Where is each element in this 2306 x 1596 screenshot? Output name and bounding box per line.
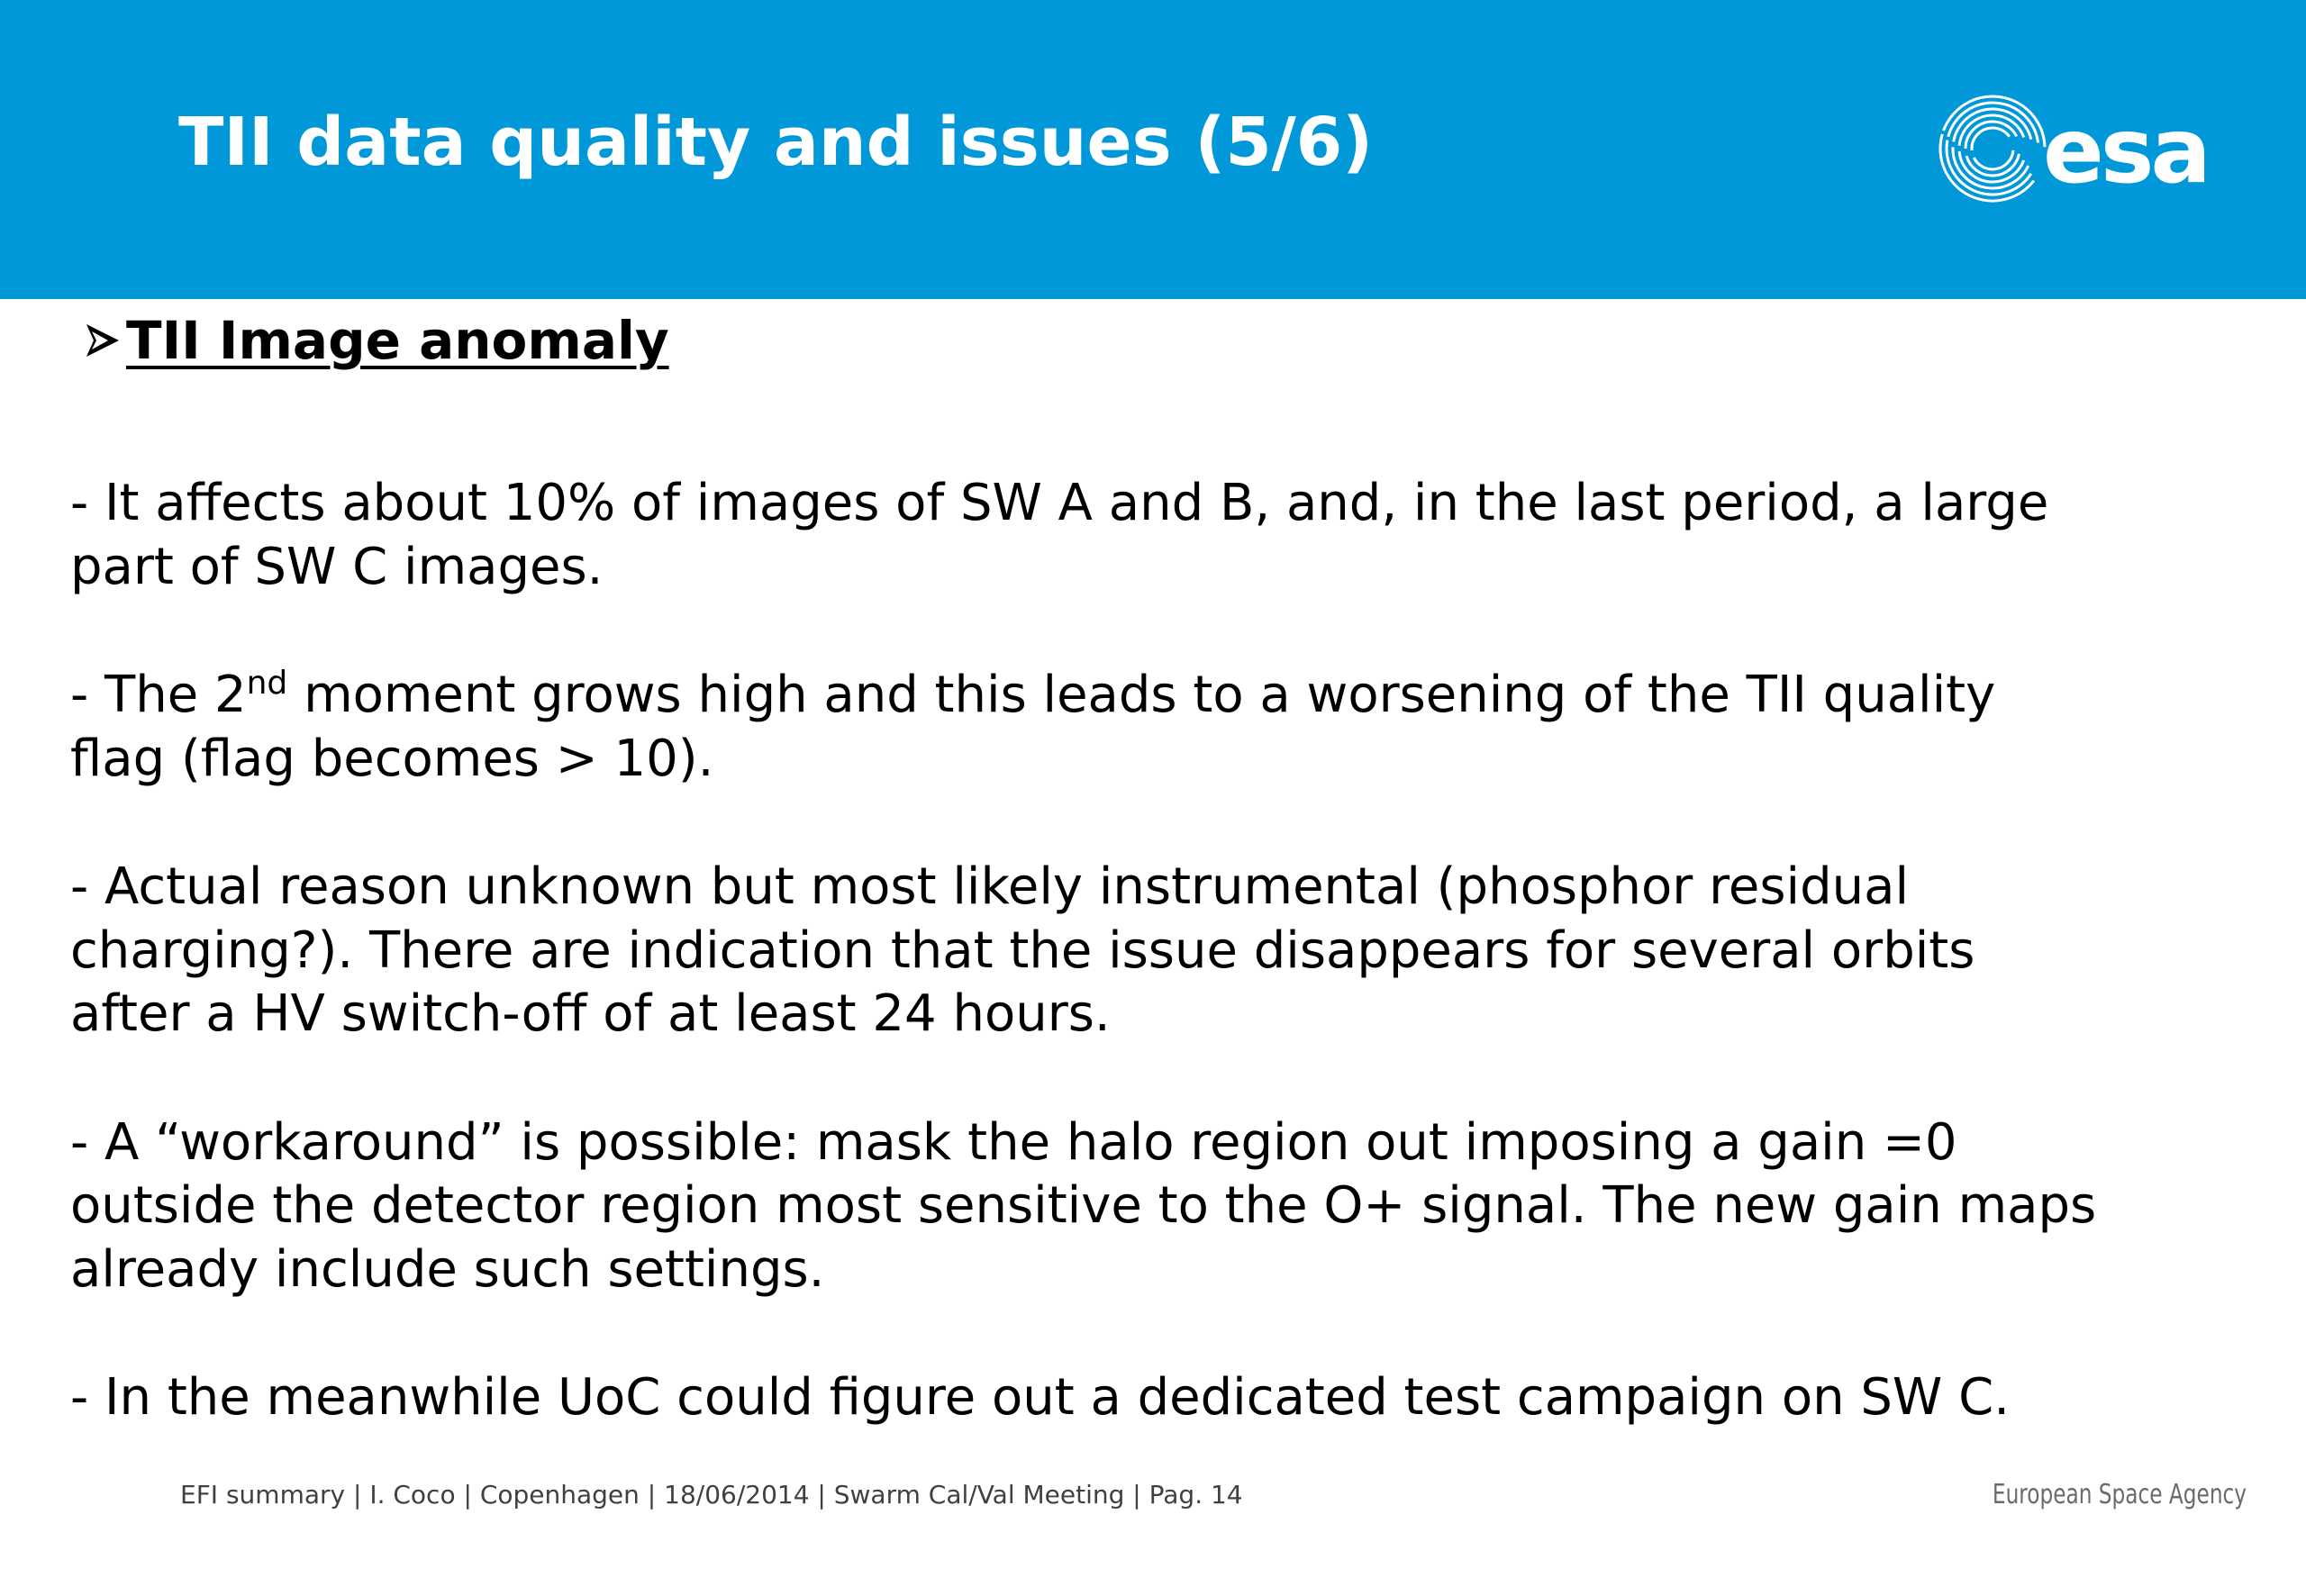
footer-info: EFI summary | I. Coco | Copenhagen | 18/06/2014 | Swarm Cal/Val Meeting | Pag. 14 xyxy=(180,1480,1243,1510)
paragraph-line: - It affects about 10% of images of SW A and B, and, in the last period, a large xyxy=(70,474,2049,532)
ordinal-superscript: nd xyxy=(246,665,288,702)
paragraph-line: charging?). There are indication that the issue disappears for several orbits xyxy=(70,920,1975,980)
esa-logo xyxy=(1937,90,2252,207)
paragraph-second-moment xyxy=(70,664,2250,791)
paragraph-line: outside the detector region most sensitive to the O+ signal. The new gain maps xyxy=(70,1176,2097,1235)
paragraph-test-campaign xyxy=(70,1366,2250,1430)
svg-text:esa: esa xyxy=(2043,98,2208,204)
paragraph-line: - Actual reason unknown but most likely instrumental (phosphor residual xyxy=(70,857,1910,916)
paragraph-line: after a HV switch-off of at least 24 hours. xyxy=(70,984,1111,1043)
paragraph-coverage xyxy=(70,472,2250,599)
title-banner xyxy=(0,0,2306,299)
paragraph-line: already include such settings. xyxy=(70,1239,825,1299)
footer-agency: European Space Agency xyxy=(1992,1479,2247,1510)
paragraph-reason xyxy=(70,856,2250,1047)
arrow-bullet-icon xyxy=(83,321,123,360)
paragraph-line: - The 2 xyxy=(70,666,247,724)
section-heading xyxy=(83,304,669,376)
section-heading-label: TII Image anomaly xyxy=(126,310,669,371)
paragraph-line: - A “workaround” is possible: mask the halo region out imposing a gain =0 xyxy=(70,1112,1957,1172)
slide-body xyxy=(70,472,2250,1430)
paragraph-line: moment grows high and this leads to a worsening of the TII quality xyxy=(287,666,1996,724)
slide-title: TII data quality and issues (5/6) xyxy=(178,104,1374,181)
paragraph-workaround xyxy=(70,1111,2250,1302)
paragraph-line: part of SW C images. xyxy=(70,537,604,596)
paragraph-line: flag (flag becomes > 10). xyxy=(70,729,714,788)
paragraph-line: - In the meanwhile UoC could figure out a dedicated test campaign on SW C. xyxy=(70,1368,2010,1427)
